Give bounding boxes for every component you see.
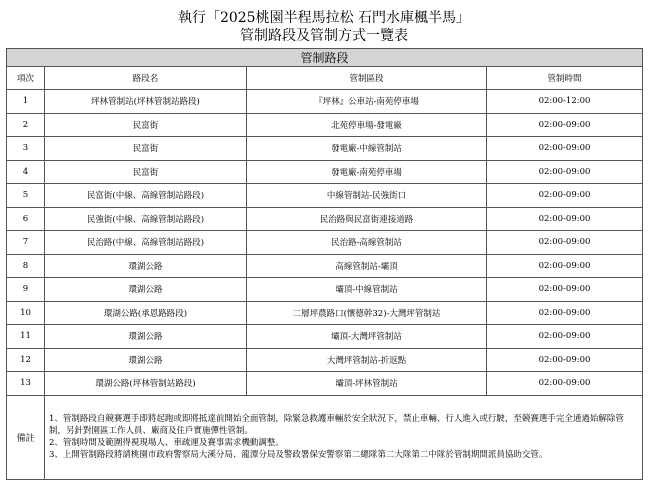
cell-time: 02:00-09:00: [487, 278, 643, 302]
header-num: 項次: [7, 67, 45, 90]
cell-time: 02:00-09:00: [487, 113, 643, 137]
cell-num: 12: [7, 348, 45, 372]
cell-segment: 發電廠-中線管制站: [247, 137, 487, 161]
cell-time: 02:00-09:00: [487, 348, 643, 372]
table-row: [7, 231, 643, 255]
cell-time: 02:00-09:00: [487, 137, 643, 161]
table-row: [7, 113, 643, 137]
notes-row: [7, 395, 643, 479]
cell-segment: 壩頂-大灣坪管制站: [247, 325, 487, 349]
note-item: 2、管制時間及範圍得視現場人、車疏運及賽事需求機動調整。: [49, 438, 284, 448]
table-row: [7, 184, 643, 208]
cell-road: 民富街: [45, 160, 247, 184]
table-row: [7, 207, 643, 231]
cell-time: 02:00-09:00: [487, 184, 643, 208]
cell-road: 民富街(中線、高線管制站路段): [45, 184, 247, 208]
note-item: 3、上開管制路段將請桃園市政府警察局大溪分局、龍潭分局及警政署保安警察第二總隊第二大隊第二中隊於管制期間派員協助交管。: [49, 450, 548, 460]
header-time: 管制時間: [487, 67, 643, 90]
cell-segment: 民治路-高線管制站: [247, 231, 487, 255]
cell-num: 4: [7, 160, 45, 184]
cell-segment: 二層坪農路口(懷德幹32)-大灣坪管制站: [247, 301, 487, 325]
table-row: [7, 90, 643, 114]
control-table: [6, 48, 643, 480]
header-road: 路段名: [45, 67, 247, 90]
cell-road: 民治路(中線、高線管制站路段): [45, 231, 247, 255]
cell-time: 02:00-09:00: [487, 301, 643, 325]
section-label: 管制路段: [7, 49, 643, 67]
cell-road: 民強街(中線、高線管制站路段): [45, 207, 247, 231]
cell-num: 5: [7, 184, 45, 208]
table-row: [7, 348, 643, 372]
document-title: 執行「2025桃園半程馬拉松 石門水庫楓半馬」: [177, 10, 471, 26]
cell-road: 坪林管制站(坪林管制站路段): [45, 90, 247, 114]
cell-num: 11: [7, 325, 45, 349]
cell-segment: 北苑停車場-發電廠: [247, 113, 487, 137]
cell-time: 02:00-09:00: [487, 207, 643, 231]
cell-segment: 壩頂-中線管制站: [247, 278, 487, 302]
cell-road: 環湖公路: [45, 348, 247, 372]
cell-num: 3: [7, 137, 45, 161]
header-row: [7, 67, 643, 90]
cell-num: 8: [7, 254, 45, 278]
cell-segment: 中線管制站-民強街口: [247, 184, 487, 208]
cell-time: 02:00-09:00: [487, 160, 643, 184]
cell-time: 02:00-09:00: [487, 231, 643, 255]
cell-segment: 民治路與民富街連接道路: [247, 207, 487, 231]
cell-num: 1: [7, 90, 45, 114]
notes-content: [45, 395, 643, 479]
table-row: [7, 301, 643, 325]
cell-num: 7: [7, 231, 45, 255]
cell-segment: 大灣坪管制站-折返點: [247, 348, 487, 372]
table-row: [7, 372, 643, 396]
header-segment: 管制區段: [247, 67, 487, 90]
cell-num: 2: [7, 113, 45, 137]
cell-road: 環湖公路: [45, 278, 247, 302]
cell-road: 環湖公路: [45, 325, 247, 349]
cell-road: 環湖公路: [45, 254, 247, 278]
cell-time: 02:00-09:00: [487, 325, 643, 349]
cell-segment: 壩頂-坪林管制站: [247, 372, 487, 396]
section-header-row: [7, 49, 643, 67]
cell-time: 02:00-12:00: [487, 90, 643, 114]
cell-segment: 發電廠-南苑停車場: [247, 160, 487, 184]
cell-num: 6: [7, 207, 45, 231]
cell-time: 02:00-09:00: [487, 372, 643, 396]
cell-segment: 高線管制站-壩頂: [247, 254, 487, 278]
cell-segment: 『坪林』公車站-南苑停車場: [247, 90, 487, 114]
notes-label: 備註: [7, 395, 45, 479]
note-item: 1、管制路段自競賽選手即將起跑或即將抵達前開始全面管制，除緊急救護車輛於安全狀況下，禁止車輛、行人進入或行駛，至競賽選手完全通過始解除管制，另針對園區工作人員、廠商及住戶實施彈性管制。: [49, 414, 624, 436]
table-row: [7, 137, 643, 161]
table-row: [7, 254, 643, 278]
table-row: [7, 160, 643, 184]
document-subtitle: 管制路段及管制方式一覽表: [240, 28, 408, 44]
cell-road: 民富街: [45, 113, 247, 137]
cell-num: 10: [7, 301, 45, 325]
cell-num: 13: [7, 372, 45, 396]
table-row: [7, 278, 643, 302]
cell-road: 環湖公路(承恩路路段): [45, 301, 247, 325]
cell-road: 環湖公路(坪林管制站路段): [45, 372, 247, 396]
cell-time: 02:00-09:00: [487, 254, 643, 278]
cell-num: 9: [7, 278, 45, 302]
table-row: [7, 325, 643, 349]
cell-road: 民富街: [45, 137, 247, 161]
